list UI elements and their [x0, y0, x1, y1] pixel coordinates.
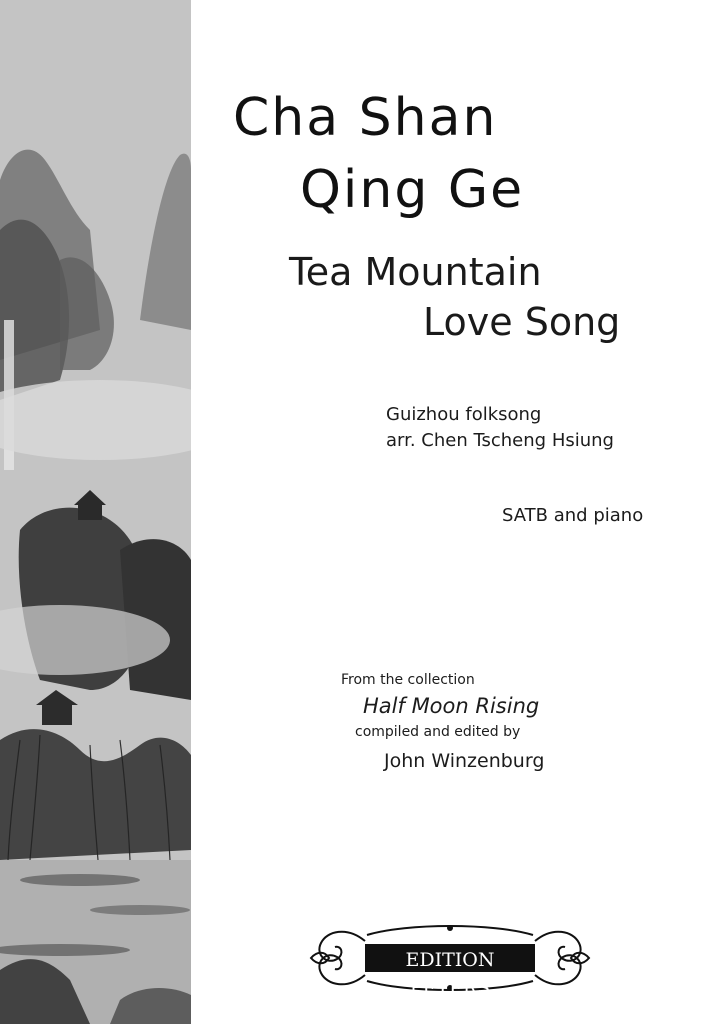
from-collection-label: From the collection	[341, 672, 475, 688]
origin-text: Guizhou folksong	[386, 404, 542, 425]
compiled-label: compiled and edited by	[355, 724, 521, 740]
title-line-1: Cha Shan	[233, 88, 498, 148]
publisher-name: EDITION PETERS	[365, 944, 535, 972]
editor-name: John Winzenburg	[384, 750, 545, 772]
landscape-painting	[0, 0, 191, 1024]
title-line-2: Qing Ge	[300, 160, 525, 220]
publisher-logo	[307, 921, 593, 999]
voicing-text: SATB and piano	[502, 505, 644, 526]
arranger-text: arr. Chen Tscheng Hsiung	[386, 430, 614, 451]
collection-title: Half Moon Rising	[363, 694, 540, 718]
landscape-painting-svg	[0, 0, 191, 1024]
subtitle-line-1: Tea Mountain	[289, 250, 542, 294]
subtitle-line-2: Love Song	[423, 300, 621, 344]
